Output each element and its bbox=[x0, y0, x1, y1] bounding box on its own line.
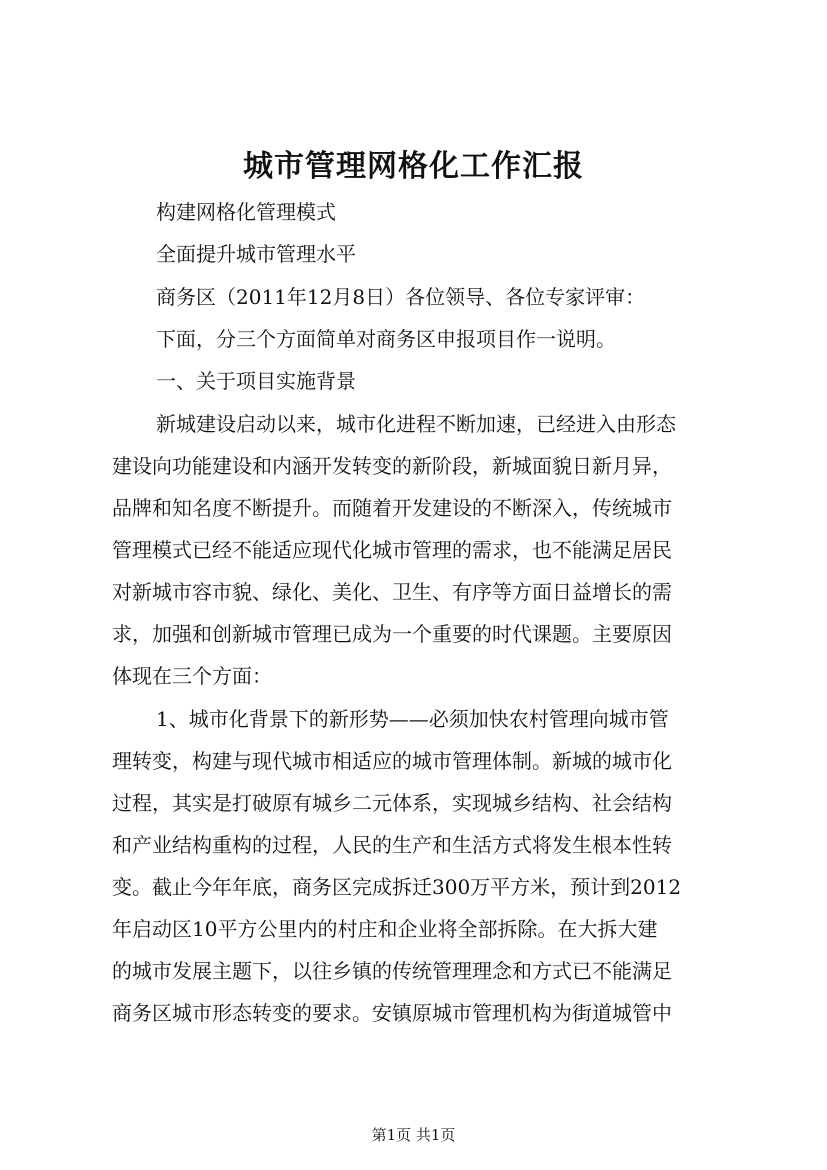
document-title: 城市管理网格化工作汇报 bbox=[243, 149, 584, 184]
paragraph-line: 理转变，构建与现代城市相适应的城市管理体制。新城的城市化 bbox=[112, 749, 672, 773]
paragraph-line: 1、城市化背景下的新形势——必须加快农村管理向城市管 bbox=[156, 707, 669, 731]
subtitle-line-1: 构建网格化管理模式 bbox=[156, 200, 336, 224]
paragraph-line: 品牌和知名度不断提升。而随着开发建设的不断深入，传统城市 bbox=[112, 496, 672, 520]
paragraph-line: 求，加强和创新城市管理已成为一个重要的时代课题。主要原因 bbox=[112, 622, 672, 646]
paragraph-line: 建设向功能建设和内涵开发转变的新阶段，新城面貌日新月异， bbox=[112, 454, 672, 478]
paragraph-line: 年启动区10平方公里内的村庄和企业将全部拆除。在大拆大建 bbox=[112, 917, 658, 941]
paragraph-line: 管理模式已经不能适应现代化城市管理的需求，也不能满足居民 bbox=[112, 538, 672, 562]
paragraph-line: 对新城市容市貌、绿化、美化、卫生、有序等方面日益增长的需 bbox=[112, 580, 672, 604]
paragraph-line: 和产业结构重构的过程，人民的生产和生活方式将发生根本性转 bbox=[112, 833, 672, 857]
paragraph-line: 体现在三个方面： bbox=[112, 664, 272, 688]
subtitle-line-2: 全面提升城市管理水平 bbox=[156, 242, 356, 266]
intro-line: 下面，分三个方面简单对商务区申报项目作一说明。 bbox=[156, 327, 616, 351]
paragraph-line: 新城建设启动以来，城市化进程不断加速，已经进入由形态 bbox=[156, 412, 676, 436]
section-heading: 一、关于项目实施背景 bbox=[156, 369, 356, 393]
salutation-line: 商务区（2011年12月8日）各位领导、各位专家评审： bbox=[156, 285, 646, 309]
paragraph-line: 的城市发展主题下，以往乡镇的传统管理理念和方式已不能满足 bbox=[112, 959, 672, 983]
paragraph-line: 过程，其实是打破原有城乡二元体系，实现城乡结构、社会结构 bbox=[112, 791, 672, 815]
paragraph-line: 商务区城市形态转变的要求。安镇原城市管理机构为街道城管中 bbox=[112, 1001, 672, 1025]
page-footer: 第1页 共1页 bbox=[371, 1126, 456, 1144]
paragraph-line: 变。截止今年年底，商务区完成拆迁300万平方米，预计到2012 bbox=[112, 875, 682, 899]
